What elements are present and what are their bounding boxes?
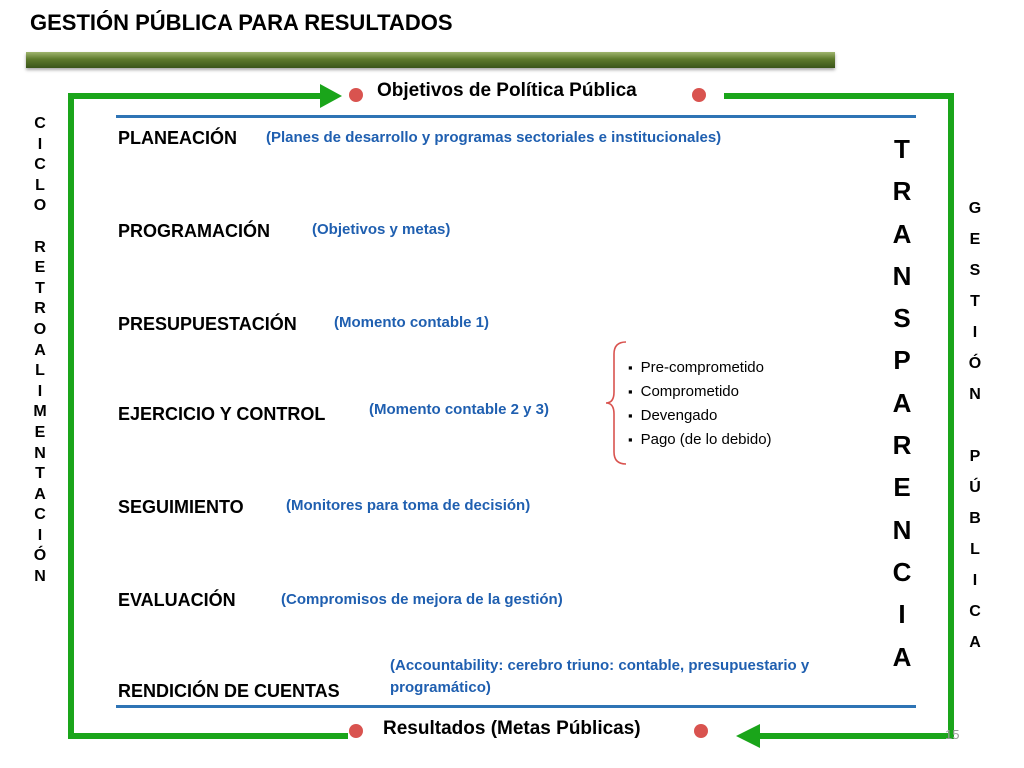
- list-item: ▪ Pre-comprometido: [628, 356, 772, 380]
- frame-right: [948, 93, 954, 739]
- arrow-left-icon: [736, 724, 760, 748]
- stage-evaluacion: EVALUACIÓN: [118, 590, 236, 610]
- stage-note: (Momento contable 1): [334, 314, 490, 331]
- dot-icon: [692, 88, 706, 102]
- dot-icon: [694, 724, 708, 738]
- stage-programacion: PROGRAMACIÓN: [118, 221, 270, 241]
- title-underline-bar: [26, 52, 835, 68]
- stage-note: (Accountability: cerebro triuno: contable, presupuestario y programático): [390, 657, 810, 696]
- frame-bottom: [68, 733, 348, 739]
- stage-presupuestacion: PRESUPUESTACIÓN: [118, 314, 297, 334]
- bottom-label: Resultados (Metas Públicas): [383, 718, 641, 739]
- frame-bottom-right: [758, 733, 954, 739]
- arrow-right-icon: [320, 84, 342, 108]
- right-vertical-gestion-publica: G E S T I Ó N P Ú B L I C A: [968, 200, 982, 651]
- stage-planeacion: PLANEACIÓN: [118, 128, 238, 148]
- stage-note: (Monitores para toma de decisión): [286, 497, 531, 514]
- dot-icon: [349, 724, 363, 738]
- left-vertical-ciclo-retroalimentacion: C I C L O R E T R O A L I M E N T A C I Ó N: [33, 115, 47, 586]
- stage-note: (Momento contable 2 y 3): [369, 401, 550, 418]
- frame-top-left: [68, 93, 330, 99]
- frame-top-right: [724, 93, 954, 99]
- list-item: ▪ Comprometido: [628, 380, 772, 404]
- stage-note: (Objetivos y metas): [312, 221, 451, 238]
- stage-note: (Compromisos de mejora de la gestión): [281, 591, 563, 608]
- stage-ejercicio-control: EJERCICIO Y CONTROL: [118, 404, 326, 424]
- list-item: ▪ Pago (de lo debido): [628, 428, 772, 452]
- frame-left: [68, 93, 74, 739]
- dot-icon: [349, 88, 363, 102]
- top-divider: [116, 115, 916, 118]
- stage-rendicion-cuentas: RENDICIÓN DE CUENTAS: [118, 681, 340, 701]
- bracket-icon: [604, 340, 628, 466]
- stage-seguimiento: SEGUIMIENTO: [118, 497, 244, 517]
- top-label: Objetivos de Política Pública: [377, 80, 637, 101]
- page-number: 15: [945, 727, 960, 742]
- stage-note: (Planes de desarrollo y programas sectoriales e institucionales): [266, 129, 722, 146]
- list-item: ▪ Devengado: [628, 404, 772, 428]
- center-vertical-transparencia: T R A N S P A R E N C I A: [892, 134, 912, 672]
- bottom-divider: [116, 705, 916, 708]
- page-title: GESTIÓN PÚBLICA PARA RESULTADOS: [30, 10, 453, 35]
- momento-contable-list: [628, 356, 772, 452]
